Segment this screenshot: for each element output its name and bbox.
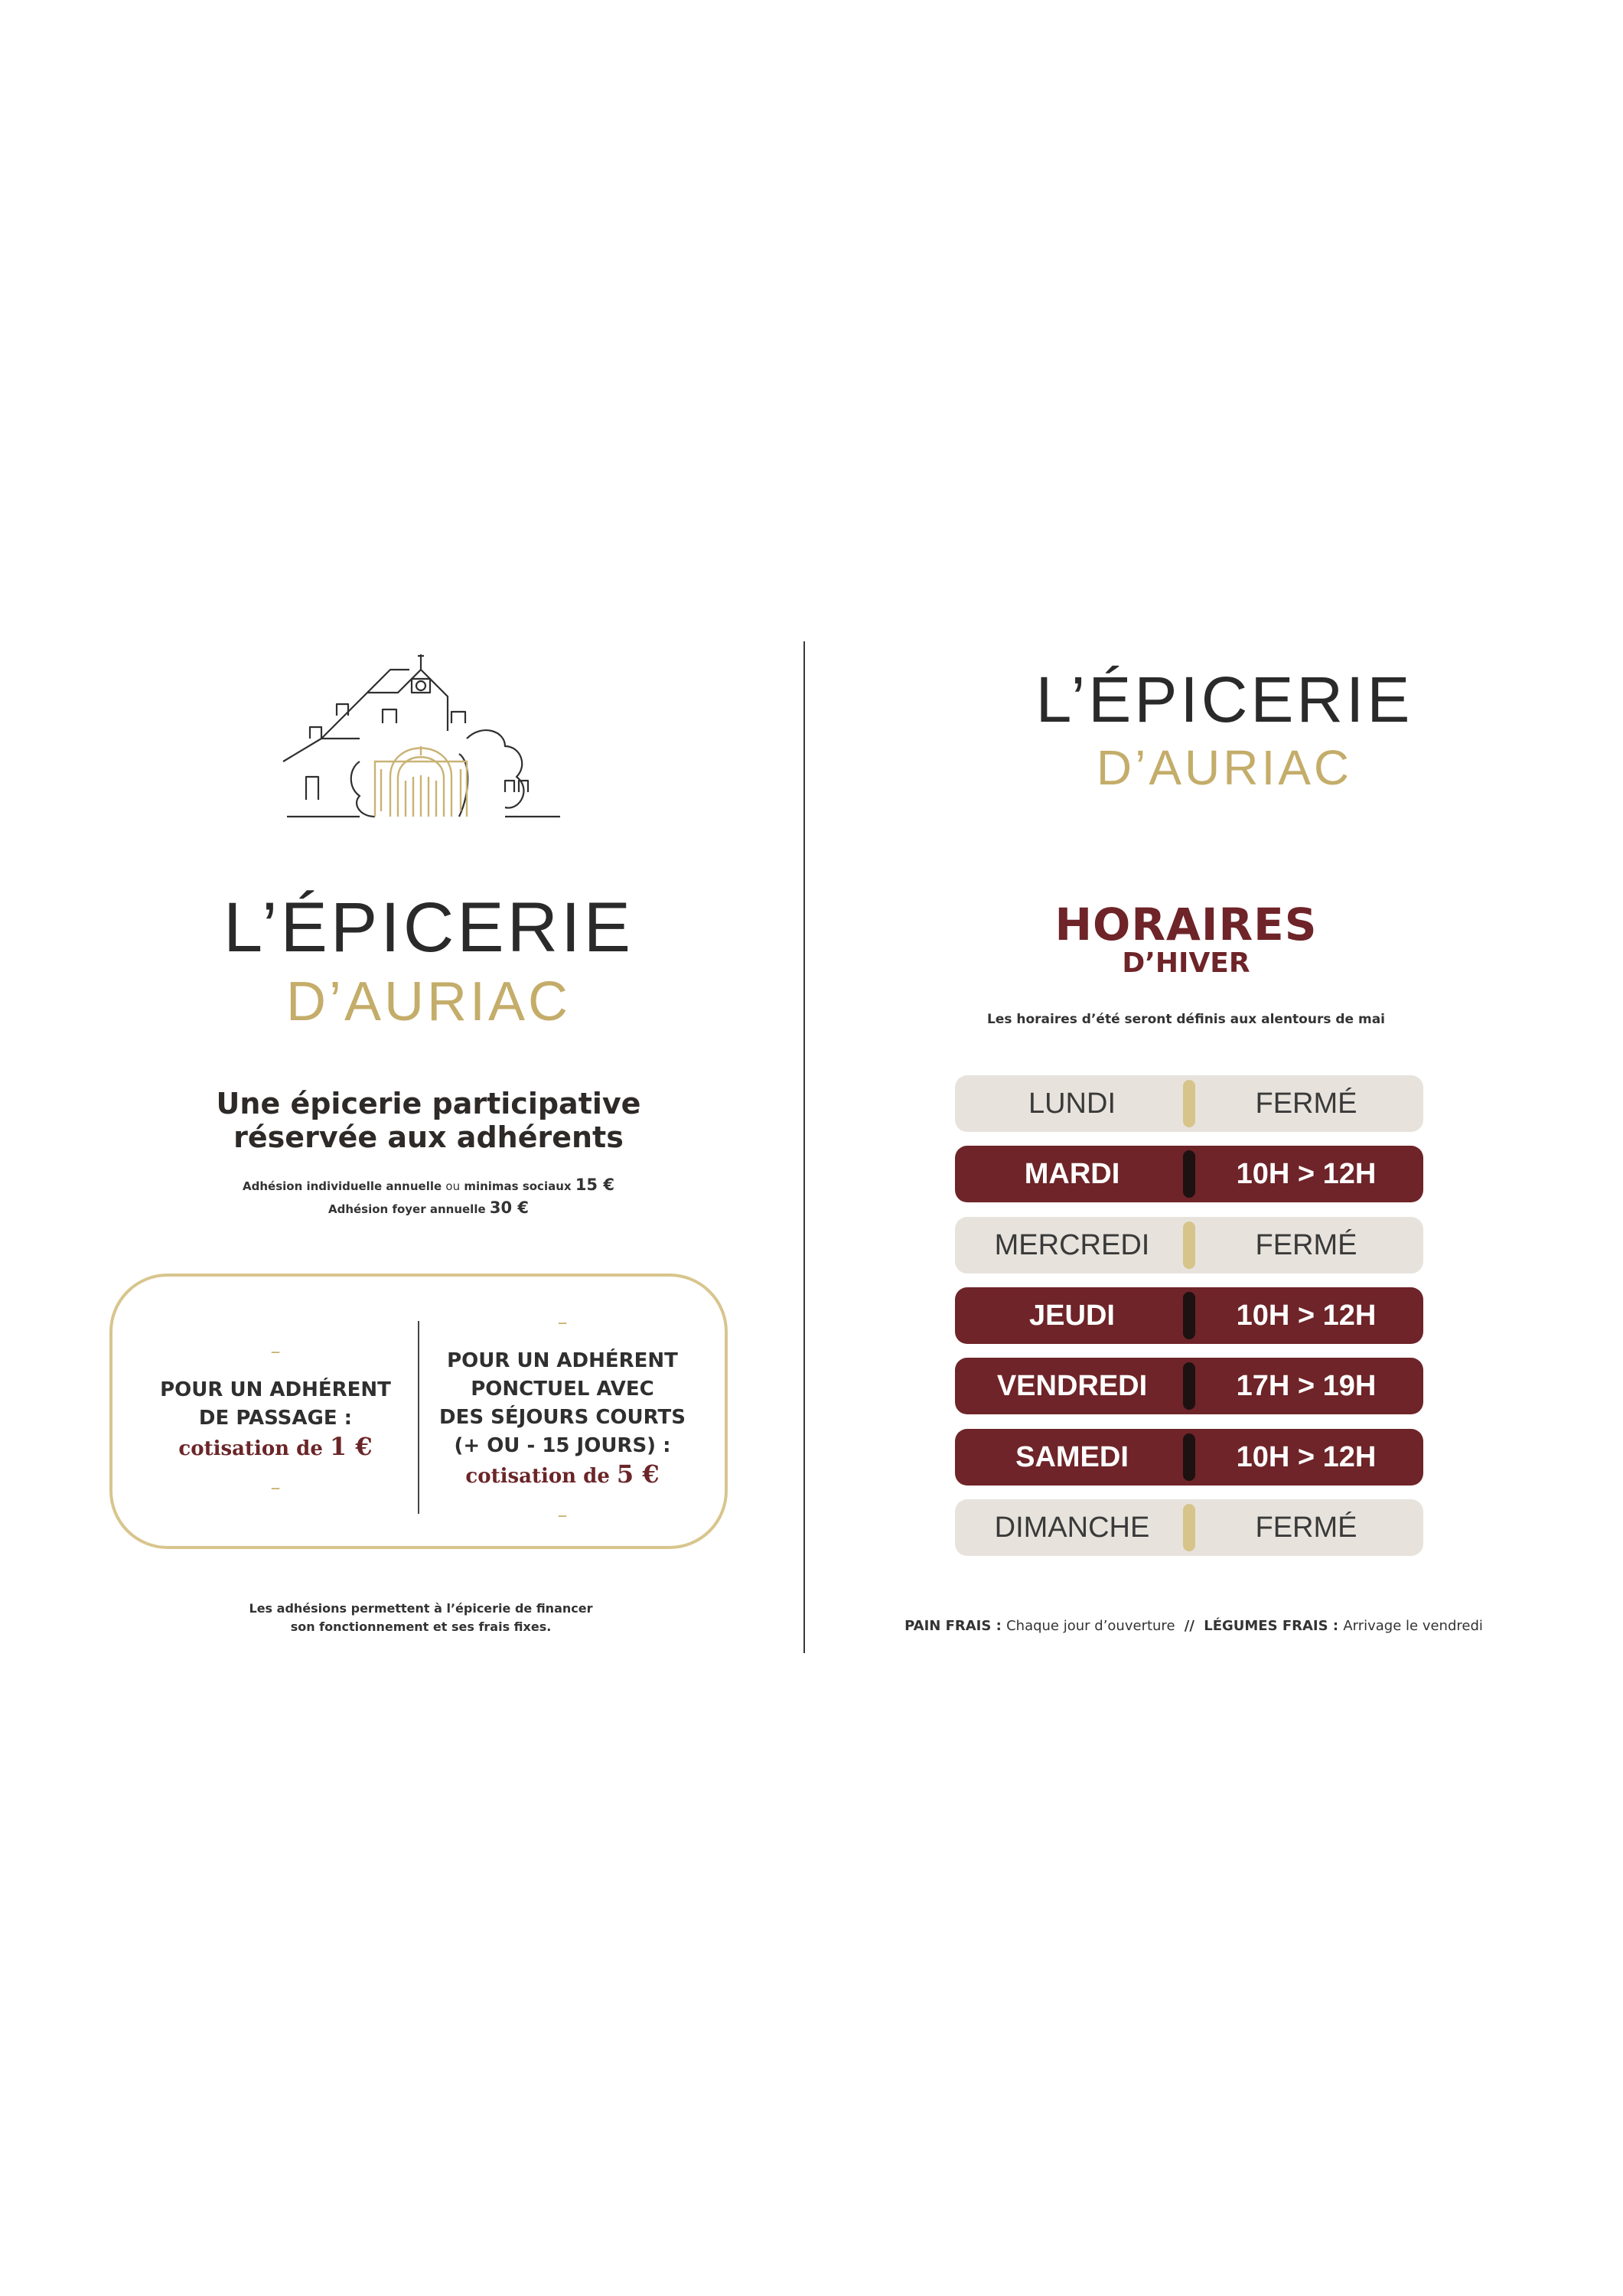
schedule-day: DIMANCHE <box>994 1511 1150 1544</box>
schedule-day: VENDREDI <box>996 1369 1148 1402</box>
short-stay-cotisation <box>429 1460 696 1491</box>
hours-title: HORAIRES <box>1054 899 1318 951</box>
bread-label: PAIN FRAIS : <box>904 1618 1002 1634</box>
fee-household <box>122 1199 735 1217</box>
schedule-notch <box>1183 1221 1195 1269</box>
schedule-time: FERMÉ <box>1255 1511 1357 1544</box>
tagline-line1: Une épicerie participative <box>216 1087 641 1120</box>
passage-line2: DE PASSAGE : <box>198 1407 353 1430</box>
short-stay-line4: (+ OU - 15 JOURS) : <box>454 1434 671 1457</box>
schedule-time: 17H > 19H <box>1236 1369 1377 1402</box>
schedule-row-dimanche <box>955 1499 1423 1556</box>
dash-divider: – <box>557 1504 568 1527</box>
fee-household-amount: 30 € <box>489 1199 530 1217</box>
dash-divider: – <box>270 1476 281 1499</box>
schedule-day: JEUDI <box>1029 1299 1115 1332</box>
bread-text: Chaque jour d’ouverture <box>1006 1618 1175 1634</box>
fee-individual <box>122 1176 735 1194</box>
schedule-notch <box>1183 1504 1195 1551</box>
schedule-notch <box>1183 1292 1195 1339</box>
summer-hours-note: Les horaires d’été seront définis aux alentours de mai <box>986 1012 1386 1027</box>
footnote-line1: Les adhésions permettent à l’épicerie de financer <box>249 1601 593 1616</box>
schedule-time: FERMÉ <box>1255 1087 1357 1120</box>
passage-cot-label: cotisation de <box>178 1437 323 1460</box>
footnote-line2: son fonctionnement et ses frais fixes. <box>290 1619 552 1634</box>
dash-divider: – <box>557 1311 568 1334</box>
fee-individual-label2: minimas sociaux <box>464 1179 572 1193</box>
short-stay-cot-label: cotisation de <box>465 1465 610 1488</box>
fee-individual-or: ou <box>445 1179 461 1193</box>
left-panel <box>0 0 803 2296</box>
schedule-time: 10H > 12H <box>1236 1299 1377 1332</box>
schedule-time: FERMÉ <box>1255 1228 1357 1261</box>
schedule-time: 10H > 12H <box>1236 1157 1377 1190</box>
brand-name-line1: L’ÉPICERIE <box>223 889 634 967</box>
schedule-notch <box>1183 1150 1195 1198</box>
membership-box-separator <box>418 1321 419 1514</box>
fee-individual-label: Adhésion individuelle annuelle <box>243 1179 442 1193</box>
tagline-line2: réservée aux adhérents <box>233 1120 624 1154</box>
schedule-time: 10H > 12H <box>1236 1440 1377 1473</box>
schedule-day: MERCREDI <box>994 1228 1150 1261</box>
fresh-products-info <box>888 1618 1500 1634</box>
schedule-row-lundi <box>955 1075 1423 1132</box>
membership-passage <box>142 1340 409 1499</box>
brand-name-line2: D’AURIAC <box>1096 740 1353 795</box>
brand-name-line2: D’AURIAC <box>285 971 572 1032</box>
vegetables-text: Arrivage le vendredi <box>1343 1618 1483 1634</box>
dash-divider: – <box>270 1340 281 1363</box>
schedule-day: MARDI <box>1024 1157 1120 1190</box>
schedule-notch <box>1183 1433 1195 1481</box>
hours-subtitle: D’HIVER <box>1122 947 1250 979</box>
passage-cotisation <box>142 1433 409 1463</box>
passage-cot-amount: 1 € <box>329 1432 373 1461</box>
passage-line1: POUR UN ADHÉRENT <box>160 1378 391 1401</box>
membership-short-stay <box>429 1311 696 1527</box>
schedule-row-mardi <box>955 1146 1423 1202</box>
manor-arch-logo-icon <box>275 639 566 853</box>
short-stay-line1: POUR UN ADHÉRENT <box>447 1349 678 1372</box>
schedule-notch <box>1183 1080 1195 1127</box>
vegetables-label: LÉGUMES FRAIS : <box>1204 1618 1339 1634</box>
schedule-day: SAMEDI <box>1015 1440 1129 1473</box>
schedule-row-jeudi <box>955 1287 1423 1344</box>
schedule-row-samedi <box>955 1429 1423 1486</box>
schedule-row-vendredi <box>955 1358 1423 1414</box>
short-stay-line3: DES SÉJOURS COURTS <box>439 1406 686 1429</box>
schedule-notch <box>1183 1362 1195 1410</box>
short-stay-line2: PONCTUEL AVEC <box>471 1378 654 1401</box>
brand-name-line1: L’ÉPICERIE <box>1035 664 1413 735</box>
schedule-day: LUNDI <box>1028 1087 1116 1120</box>
fee-household-label: Adhésion foyer annuelle <box>328 1202 486 1216</box>
info-separator: // <box>1184 1618 1194 1634</box>
short-stay-cot-amount: 5 € <box>616 1459 660 1489</box>
schedule-row-mercredi <box>955 1217 1423 1274</box>
membership-footnote <box>199 1600 643 1636</box>
fee-individual-amount: 15 € <box>575 1176 614 1194</box>
tagline <box>122 1087 735 1154</box>
